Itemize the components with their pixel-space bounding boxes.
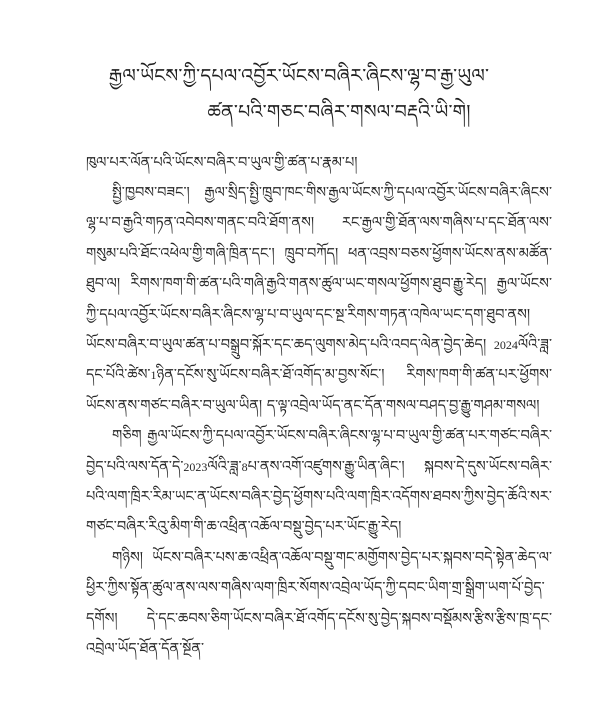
paragraph-text: ལོའི་ཟླ་དང་པོའི་ཚེས་ bbox=[86, 337, 552, 384]
title-line-1: རྒྱལ་ཡོངས་ཀྱི་དཔལ་འབྱོར་ཡོངས་བཞིར་ཞིངས་ལྷ་བ་རྒྱ་ཡུལ་ bbox=[108, 65, 490, 87]
paragraph-text: རྒྱལ་ཡོངས་ཀྱི་དཔལ་འབྱོར་ཡོངས་བཞིར་ཞིངས་ལྷ་པ་བ་ཡུལ་གྱི་ཚན་པར་གཙང་བཞིར་བྱེད་པའི་ལས་དོན་དེ་ bbox=[86, 428, 552, 475]
paragraph-lead: སྤྱི་ཁྱབས་བཟང་། bbox=[112, 185, 205, 201]
paragraph-text: རྒྱལ་སྲིད་སྤྱི་ཁྲུབ་ཁང་གིས་རྒྱལ་ཡོངས་ཀྱི་དཔལ་འབྱོར་ཡོངས་བཞིར་ཞིངས་ལྷ་པ་བ་རྒྱའི་གཏན་འབེབས་གནང་བའི་ཐོག་ནས། རང་རྒྱལ་གྱི་ཐོན་ལས་གཞིས་པ་དང་ཐོན་ལས་གསུམ་པའི་ཐོང་འཕེལ་གྱི་གཞི་ཁྲིན་དང་། ཁྲུབ་བཀོད། ཕན་འབྲས་བཅས་ཕྱོགས་ཡོངས་ནས་མཚོན་ཐུབ་ལ། རིགས་ཁག་གི་ཚན་པའི་གཞི་རྒྱའི་གནས་ཚུལ་ཡང་གསལ་ཕྱོགས་ཐུབ་རྒྱུ་རེད། རྒྱལ་ཡོངས་ཀྱི་དཔལ་འབྱོར་ཡོངས་བཞིར་ཞིངས་ལྷ་པ་བ་ཡུལ་དང་སྔ་རིགས་གཏན་འཁེལ་ཡང་དག་ཐུབ་ནས། ཡོངས་བཞིར་བ་ཡུལ་ཚན་པ་བསྒྲུབ་སྐོར་དང་ཆད་ལུགས་མེད་པའི་འབད་ལེན་བྱེད་ཆེད། bbox=[86, 185, 552, 354]
paragraph-lead: གཅིག bbox=[112, 428, 148, 445]
paragraph-text: ཉིན་དངོས་སུ་ཡོངས་བཞིར་ཐོ་འགོད་མ་བྱས་སོང་། རིགས་ཁག་གི་ཚན་པར་ཕྱོགས་ཡོངས་ནས་གཙང་བཞིར་བ་ཡུལ་ཡིན། ད་ལྟ་འབྲེལ་ཡོད་ནང་དོན་གསལ་བཤད་བྱ་རྒྱུ་གཤམ་གསལ། bbox=[86, 367, 552, 414]
day-number: 1 bbox=[150, 368, 157, 383]
month-number: 8 bbox=[241, 459, 248, 474]
section-heading: ཁུལ་པར་ལོན་པའི་ཡོངས་བཞིར་བ་ཡུལ་གྱི་ཚན་པ་རྣམ་པ། bbox=[86, 155, 358, 171]
paragraph-text: པ་ནས་འགོ་འཛུགས་རྒྱུ་ཡིན་ཞིང་། སྐབས་དེ་དུས་ཡོངས་བཞིར་པའི་ལག་ཁྲིར་རིམ་ཡང་ན་ཡོངས་བཞིར་བྱེད་ཕྱོགས་པའི་ལག་ཁྲིར་འདོགས་ཐབས་ཀྱིས་བྱེད་ཆོའི་སར་གཙང་བཞིར་རིའུ་མིག་གི་ཆ་འཕྲིན་འཆོལ་བསྡུ་བྱེད་པར་ཡོང་རྒྱུ་རེད། bbox=[86, 458, 552, 536]
paragraph-lead: གཉིས། bbox=[112, 549, 153, 566]
year-number: 2023 bbox=[183, 459, 208, 474]
paragraph-2 bbox=[86, 421, 552, 543]
paragraph-text: ལོའི་ཟླ་ bbox=[207, 458, 242, 475]
paragraph-3 bbox=[86, 543, 552, 665]
paragraph-text: ཡོངས་བཞིར་པས་ཆ་འཕྲིན་འཆོལ་བསྡུ་གང་མགྱོགས་བྱེད་པར་སྐབས་བདེ་སྟེན་ཆེད་ལ་ཕྱིར་ཀྱིས་སྟོན་ཚུལ་ནས་ལས་གཞིས་ལག་ཁྲིར་སོགས་འབྲེལ་ཡོད་ཀྱི་དབང་ཡིག་གྲ་སྒྲིག་ཡག་པོ་བྱེད་དགོས། དེ་དང་ཆབས་ཅིག་ཡོངས་བཞིར་ཐོ་འགོད་དངོས་སུ་བྱེད་སྐབས་བསྡོམས་རྩིས་རྩིས་ཁྲ་དང་འབྲེལ་ཡོད་ཐོན་དོན་སྔོན་ bbox=[86, 549, 552, 658]
document-title bbox=[0, 0, 598, 130]
title-line-2: ཚན་པའི་གཅང་བཞིར་གསལ་བརྡའི་ཡི་གེ། bbox=[207, 101, 471, 123]
paragraph-1 bbox=[86, 178, 552, 421]
document-body bbox=[86, 148, 552, 665]
year-number: 2024 bbox=[493, 338, 518, 353]
